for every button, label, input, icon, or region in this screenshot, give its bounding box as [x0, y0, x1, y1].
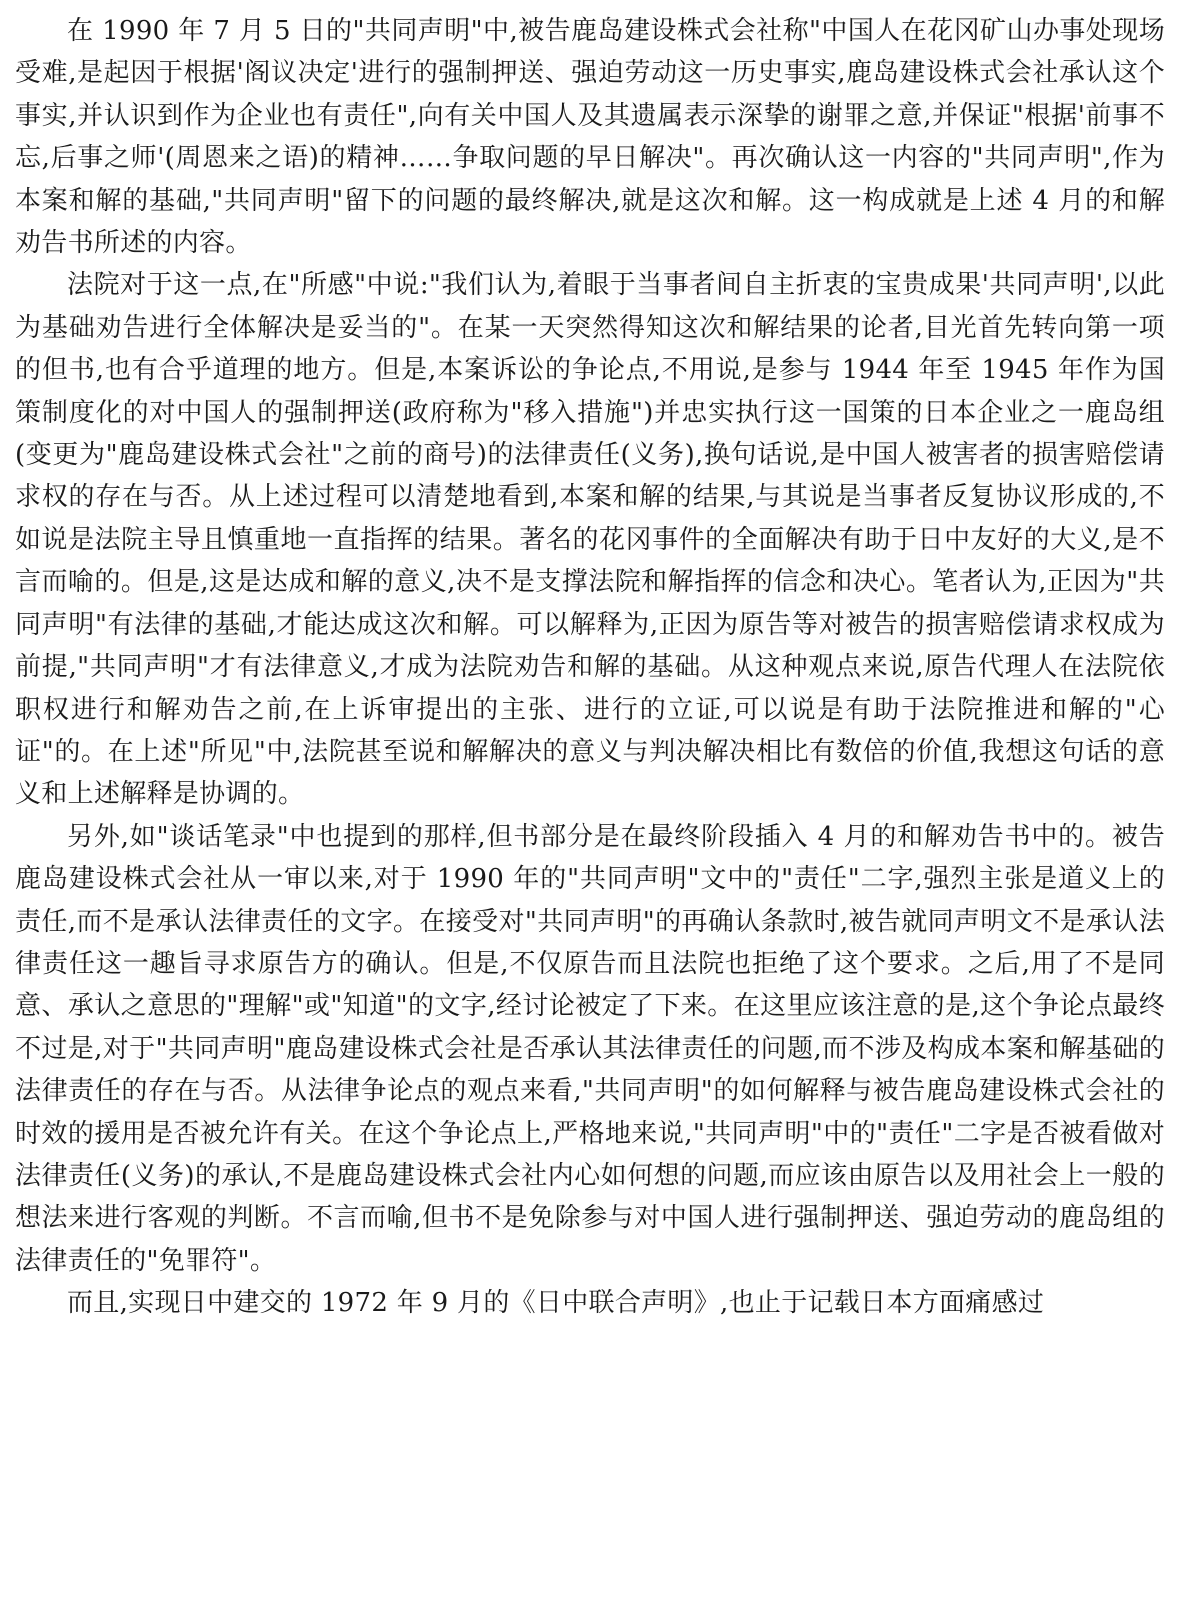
paragraph-joint-statement: 在 1990 年 7 月 5 日的"共同声明"中,被告鹿岛建设株式会社称"中国人在花冈矿山办事处现场受难,是起因于根据'阁议决定'进行的强制押送、强迫劳动这一历史事实,鹿岛建设株式会社承认这个事实,并认识到作为企业也有责任",向有关中国人及其遗属表示深挚的谢罪之意,并保证"根据'前事不忘,后事之师'(周恩来之语)的精神……争取问题的早日解决"。再次确认这一内容的"共同声明",作为本案和解的基础,"共同声明"留下的问题的最终解决,就是这次和解。这一构成就是上述 4 月的和解劝告书所述的内容。 — [15, 16, 1165, 259]
paragraph-proviso: 另外,如"谈话笔录"中也提到的那样,但书部分是在最终阶段插入 4 月的和解劝告书中的。被告鹿岛建设株式会社从一审以来,对于 1990 年的"共同声明"文中的"责任"二字,强烈主张是道义上的责任,而不是承认法律责任的文字。在接受对"共同声明"的再确认条款时,被告就同声明文不是承认法律责任这一趣旨寻求原告方的确认。但是,不仅原告而且法院也拒绝了这个要求。之后,用了不是同意、承认之意思的"理解"或"知道"的文字,经讨论被定了下来。在这里应该注意的是,这个争论点最终不过是,对于"共同声明"鹿岛建设株式会社是否承认其法律责任的问题,而不涉及构成本案和解基础的法律责任的存在与否。从法律争论点的观点来看,"共同声明"的如何解释与被告鹿岛建设株式会社的时效的援用是否被允许有关。在这个争论点上,严格地来说,"共同声明"中的"责任"二字是否被看做对法律责任(义务)的承认,不是鹿岛建设株式会社内心如何想的问题,而应该由原告以及用社会上一般的想法来进行客观的判断。不言而喻,但书不是免除参与对中国人进行强制押送、强迫劳动的鹿岛组的法律责任的"免罪符"。 — [15, 821, 1165, 1276]
document-page — [15, 10, 1165, 1325]
paragraph-court-opinion: 法院对于这一点,在"所感"中说:"我们认为,着眼于当事者间自主折衷的宝贵成果'共同声明',以此为基础劝告进行全体解决是妥当的"。在某一天突然得知这次和解结果的论者,目光首先转向第一项的但书,也有合乎道理的地方。但是,本案诉讼的争论点,不用说,是参与 1944 年至 1945 年作为国策制度化的对中国人的强制押送(政府称为"移入措施")并忠实执行这一国策的日本企业之一鹿岛组(变更为"鹿岛建设株式会社"之前的商号)的法律责任(义务),换句话说,是中国人被害者的损害赔偿请求权的存在与否。从上述过程可以清楚地看到,本案和解的结果,与其说是当事者反复协议形成的,不如说是法院主导且慎重地一直指挥的结果。著名的花冈事件的全面解决有助于日中友好的大义,是不言而喻的。但是,这是达成和解的意义,决不是支撑法院和解指挥的信念和决心。笔者认为,正因为"共同声明"有法律的基础,才能达成这次和解。可以解释为,正因为原告等对被告的损害赔偿请求权成为前提,"共同声明"才有法律意义,才成为法院劝告和解的基础。从这种观点来说,原告代理人在法院依职权进行和解劝告之前,在上诉审提出的主张、进行的立证,可以说是有助于法院推进和解的"心证"的。在上述"所见"中,法院甚至说和解解决的意义与判决解决相比有数倍的价值,我想这句话的意义和上述解释是协调的。 — [15, 270, 1165, 810]
paragraph-joint-communique: 而且,实现日中建交的 1972 年 9 月的《日中联合声明》,也止于记载日本方面痛感过 — [67, 1288, 1045, 1319]
